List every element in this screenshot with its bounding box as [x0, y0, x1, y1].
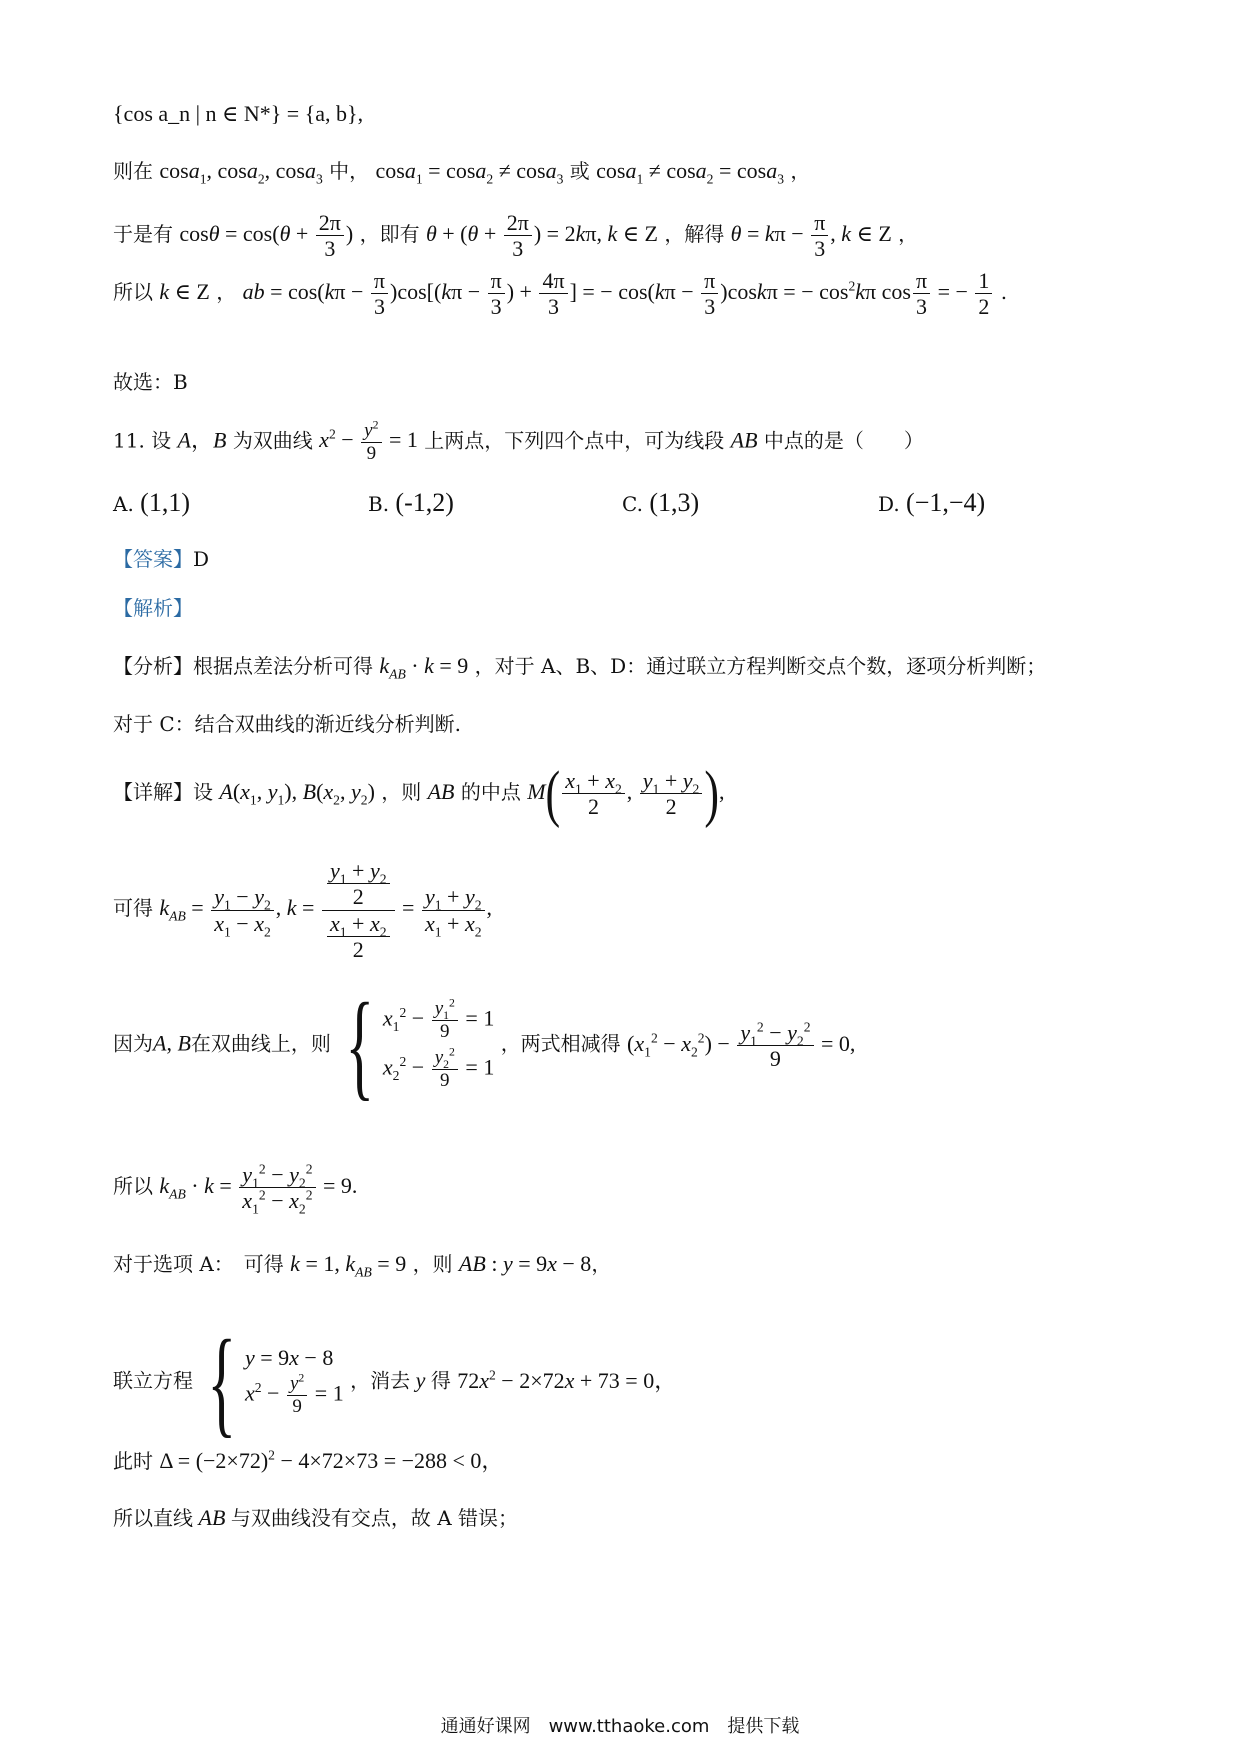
conclusion-a: 所以直线 AB 与双曲线没有交点，故 A 错误； [113, 1505, 519, 1530]
fenxi-line-1: 【分析】根据点差法分析可得 $k_{AB} \cdot k = 9$ ，对于 A、B、D：通过联立方程判断交点个数，逐项分析判断； [113, 653, 1047, 682]
answer-line: 【答案】D [113, 547, 210, 571]
page-footer: 通通好课网 www.tthaoke.com 提供下载 [440, 1716, 800, 1737]
question-11: 11. 设 A，B 为双曲线 $x^2$ − $\frac{y^2}{9}$ = 1 上两点，下列四个点中，可为线段 AB 中点的是（ ） [113, 418, 924, 464]
answer-tag: 【答案】 [113, 547, 193, 571]
discriminant-line: 此时 $\Delta = (-2\times 72)^2 - 4\times 72\times 73 = -288 < 0$， [113, 1447, 504, 1473]
option-a: A. (1,1) [113, 488, 190, 517]
analysis-tag: 【解析】 [113, 596, 193, 620]
theta-solve-line: 于是有 cosθ = cos(θ + $\frac{2\pi}{3}$ ) ，即有 θ + (θ + $\frac{2\pi}{3}$ ) = 2kπ, k ∈ Z ，解得 θ = kπ − $\frac{\pi}{3}$ , k ∈ Z ， [113, 210, 919, 262]
cos-compare-line: 则在 cosa$_1$, cosa$_2$, cosa$_3$ 中， cosa$_1$ = cosa$_2$ ≠ cosa$_3$ 或 cosa$_1$ ≠ cosa$_2$ = cosa$_3$ ， [113, 158, 811, 187]
option-a-analysis: 对于选项 A： 可得 k = 1, $k_{AB} = 9$ ，则 AB : y = 9x − 8， [113, 1251, 612, 1280]
hyperbola-system-line: 因为A, B在双曲线上，则 { $x_1^2$ − $\frac{y_1^2}{9}$ = 1 $x_2^2$ − $\frac{y_2^2}{9}$ = 1 ，两式相减得 $(x_1^2 - x_2^2)$ − $\frac{y_1^2 - y_2^2}{9}$ = 0, [113, 978, 856, 1111]
option-c: C. (1,3) [622, 488, 700, 517]
detail-line-1: 【详解】设 $A(x_1$, $y_1$), $B(x_2$, $y_2$) ，则 AB 的中点 M( $\frac{x_1 + x_2}{2}$ , $\frac{y_1 + y_2}{2}$ ), [113, 757, 725, 829]
set-equation-line: {cos a_n | n ∈ N*} = {a, b}, [113, 101, 364, 126]
choice-10: 故选：B [113, 370, 188, 394]
ab-product-line: 所以 k ∈ Z ， ab = cos(kπ − $\frac{\pi}{3}$ )cos[(kπ − $\frac{\pi}{3}$ ) + $\frac{4\pi}{3}$ ] = − cos(kπ − $\frac{\pi}{3}$ )coskπ = − $\cos^2k\pi$ cos $\frac{\pi}{3}$ = − $\frac{1}{2}$ . [113, 268, 1008, 320]
product-nine-line: 所以 $k_{AB} \cdot k$ = $\frac{y_1^2 - y_2^2}{x_1^2 - x_2^2}$ = 9. [113, 1161, 358, 1217]
option-b: B. (-1,2) [368, 488, 454, 517]
option-d: D. (−1,−4) [878, 488, 986, 517]
fenxi-line-2: 对于 C：结合双曲线的渐近线分析判断. [113, 712, 462, 736]
simultaneous-line: 联立方程 { y = 9x − 8 $x^2$ − $\frac{y^2}{9}$ = 1 ，消去 y 得 $72x^2 - 2\times 72x + 73 = 0$， [113, 1315, 677, 1448]
slope-line: 可得 $k_{AB}$ = $\frac{y_1 - y_2}{x_1 - x_2}$ , k = $\frac{\frac{y_1 + y_2}{2}}{\frac{x_1 + x_2}{2}}$ = $\frac{y_1 + y_2}{x_1 + x_2}$ , [113, 858, 493, 962]
